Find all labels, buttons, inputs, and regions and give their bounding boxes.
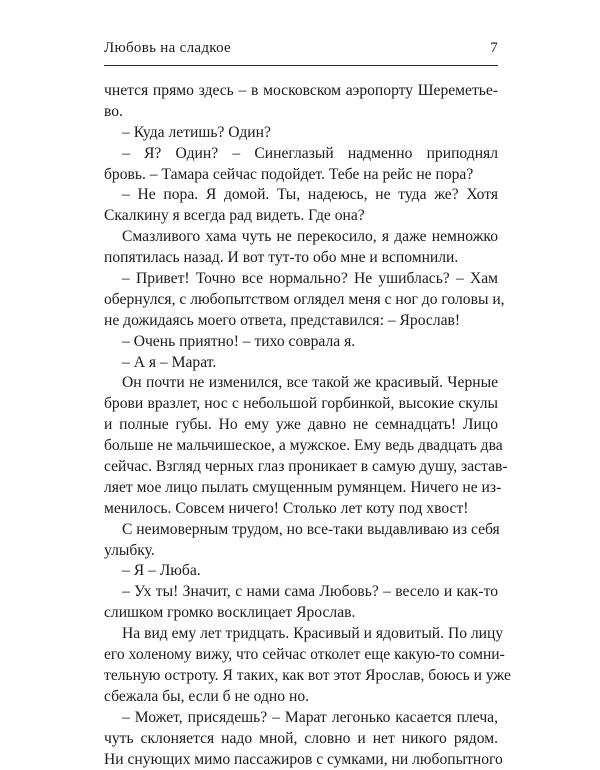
text-line: чнется прямо здесь – в московском аэропорту Шереметье- (104, 81, 498, 102)
text-line: – Я – Люба. (104, 561, 498, 582)
page-number: 7 (490, 40, 498, 57)
text-line: Смазливого хама чуть не перекосило, я даже немножко (104, 227, 498, 248)
text-line: во. (104, 102, 498, 123)
text-line: – Может, присядешь? – Марат легонько касается плеча, (104, 708, 498, 729)
text-line: бровь. – Тамара сейчас подойдет. Тебе на рейс не пора? (104, 165, 498, 186)
text-line: – Привет! Точно все нормально? Не ушиблась? – Хам (104, 269, 498, 290)
text-line: ляет мое лицо пылать смущенным румянцем. Ничего не из- (104, 478, 498, 499)
text-line: С неимоверным трудом, но все-таки выдавливаю из себя (104, 520, 498, 541)
text-line: чуть склоняется надо мной, словно и нет никого рядом. (104, 729, 498, 750)
text-line: тельную остроту. Я таких, как вот этот Ярослав, боюсь и уже (104, 666, 498, 687)
text-line: улыбку. (104, 541, 498, 562)
text-line: – А я – Марат. (104, 353, 498, 374)
text-line: обернулся, с любопытством оглядел меня с ног до головы и, (104, 290, 498, 311)
text-line: – Не пора. Я домой. Ты, надеюсь, не туда же? Хотя (104, 185, 498, 206)
text-line: – Ух ты! Значит, с нами сама Любовь? – весело и как-то (104, 582, 498, 603)
text-line: сбежала бы, если б не одно но. (104, 687, 498, 708)
text-line: – Куда летишь? Один? (104, 123, 498, 144)
header-rule (104, 65, 498, 66)
text-line: Он почти не изменился, все такой же красивый. Черные (104, 373, 498, 394)
text-line: больше не мальчишеское, а мужское. Ему ведь двадцать два (104, 436, 498, 457)
text-line: Ни снующих мимо пассажиров с сумками, ни любопытного (104, 750, 498, 770)
running-header (104, 40, 498, 62)
text-line: его холеному вижу, что сейчас отколет еще какую-то сомни- (104, 645, 498, 666)
text-line: не дожидаясь моего ответа, представился: – Ярослав! (104, 311, 498, 332)
text-line: – Я? Один? – Синеглазый надменно приподнял (104, 144, 498, 165)
book-title: Любовь на сладкое (104, 40, 231, 57)
text-line: и полные губы. Но ему уже давно не семнадцать! Лицо (104, 415, 498, 436)
text-line: менилось. Совсем ничего! Столько лет коту под хвост! (104, 499, 498, 520)
text-line: сейчас. Взгляд черных глаз проникает в самую душу, застав- (104, 457, 498, 478)
text-line: – Очень приятно! – тихо соврала я. (104, 332, 498, 353)
body-text (104, 81, 498, 770)
text-line: Скалкину я всегда рад видеть. Где она? (104, 206, 498, 227)
text-line: брови вразлет, нос с небольшой горбинкой, высокие скулы (104, 394, 498, 415)
text-line: На вид ему лет тридцать. Красивый и ядовитый. По лицу (104, 624, 498, 645)
text-line: попятилась назад. И вот тут-то обо мне и вспомнили. (104, 248, 498, 269)
text-line: слишком громко восклицает Ярослав. (104, 603, 498, 624)
